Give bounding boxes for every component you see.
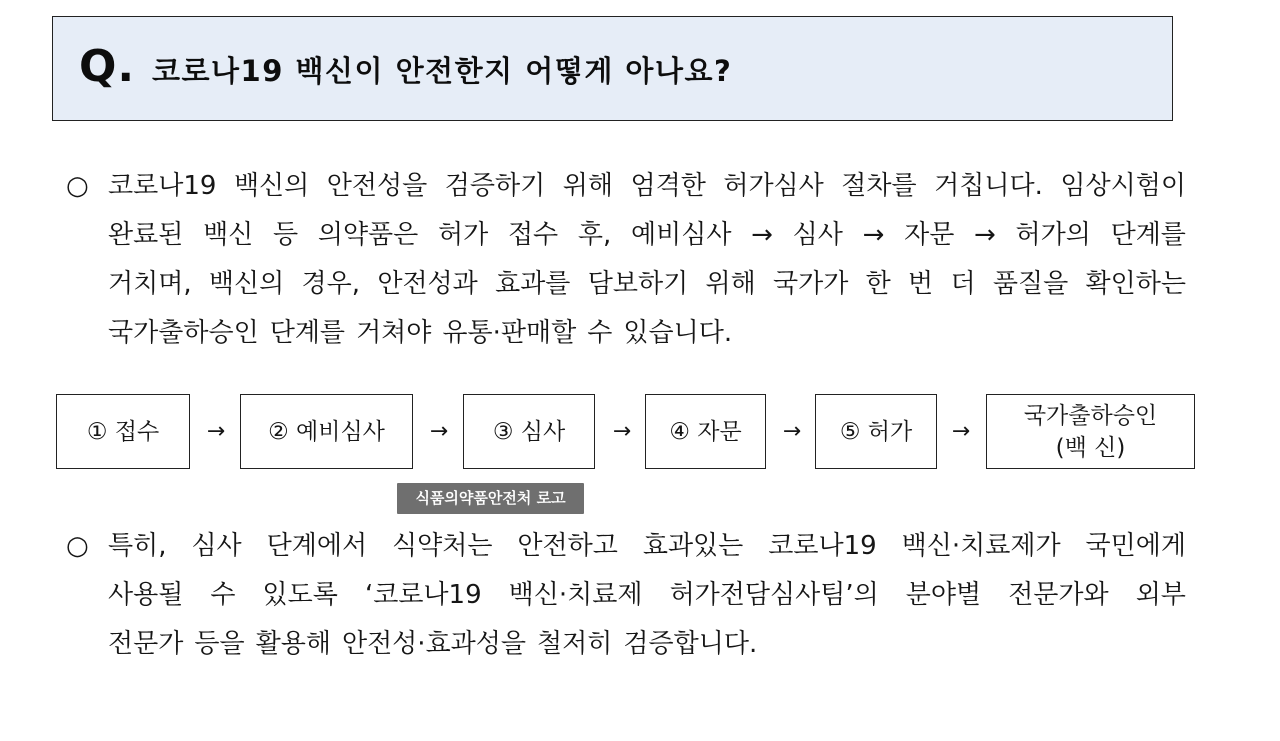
paragraph-word: 거치며, bbox=[108, 269, 192, 299]
image-caption: 식품의약품안전처 로고 bbox=[397, 483, 584, 514]
paragraph-word: 거칩니다. bbox=[934, 171, 1043, 201]
paragraph-word: 더 bbox=[950, 269, 976, 299]
paragraph-1-line bbox=[66, 309, 1186, 358]
flow-arrow: → bbox=[951, 419, 971, 444]
paragraph-2-line bbox=[66, 522, 1186, 571]
paragraph-word: 전문가와 bbox=[1008, 580, 1109, 610]
paragraph-word: → bbox=[751, 220, 773, 250]
flow-step-consultation: ④ 자문 bbox=[645, 394, 766, 469]
paragraph-word: 코로나19 bbox=[768, 531, 877, 561]
paragraph-word: 수 bbox=[210, 580, 236, 610]
flow-arrow: → bbox=[782, 419, 802, 444]
paragraph-word: 백신의 bbox=[233, 171, 310, 201]
flow-arrow: → bbox=[429, 419, 449, 444]
paragraph-word: 완료된 bbox=[108, 220, 184, 250]
flow-step-review: ③ 심사 bbox=[463, 394, 595, 469]
paragraph-word: 자문 bbox=[904, 220, 955, 250]
paragraph-word: 담보하기 bbox=[587, 269, 689, 299]
paragraph-word: 국가가 bbox=[772, 269, 849, 299]
paragraph-word: 국가출하승인 bbox=[108, 318, 259, 348]
paragraph-word: ‘코로나19 bbox=[364, 580, 482, 610]
paragraph-word: 절차를 bbox=[841, 171, 917, 201]
paragraph-word: 활용해 bbox=[255, 629, 331, 659]
paragraph-word: 유통·판매할 bbox=[442, 318, 577, 348]
paragraph-word: 안전성을 bbox=[326, 171, 428, 201]
paragraph-word: 국민에게 bbox=[1085, 531, 1186, 561]
paragraph-word: 후, bbox=[577, 220, 612, 250]
paragraph-word: 있도록 bbox=[262, 580, 338, 610]
paragraph-word: 백신·치료제가 bbox=[901, 531, 1061, 561]
paragraph-word: 경우, bbox=[301, 269, 361, 299]
paragraph-word: → bbox=[862, 220, 885, 250]
paragraph-word: 의약품은 bbox=[317, 220, 419, 250]
paragraph-word: 안전하고 bbox=[517, 531, 618, 561]
paragraph-word: 검증하기 bbox=[444, 171, 546, 201]
paragraph-word: 백신 bbox=[203, 220, 254, 250]
flow-final-step-line-1: 국가출하승인 bbox=[1023, 402, 1158, 429]
paragraph-word: 효과를 bbox=[495, 269, 571, 299]
paragraph-1-line bbox=[66, 211, 1186, 260]
paragraph-word: 백신·치료제 bbox=[508, 580, 643, 610]
paragraph-word: 위해 bbox=[562, 171, 613, 201]
paragraph-word: 등 bbox=[273, 220, 299, 250]
paragraph-2 bbox=[66, 522, 1186, 669]
flow-step-approval: ⑤ 허가 bbox=[815, 394, 937, 469]
paragraph-1-line bbox=[66, 260, 1186, 309]
question-box bbox=[52, 16, 1173, 121]
paragraph-word: 위해 bbox=[705, 269, 756, 299]
question-mark: Q. bbox=[79, 41, 136, 92]
paragraph-word: 엄격한 bbox=[630, 171, 706, 201]
paragraph-word: 임상시험이 bbox=[1060, 171, 1186, 201]
paragraph-word: 허가 bbox=[438, 220, 489, 250]
paragraph-word: 허가전담심사팀’의 bbox=[669, 580, 879, 610]
paragraph-word: 수 bbox=[587, 318, 613, 348]
paragraph-word: 등을 bbox=[194, 629, 245, 659]
paragraph-2-line bbox=[66, 571, 1186, 620]
paragraph-word: 번 bbox=[908, 269, 934, 299]
paragraph-word: 품질을 bbox=[992, 269, 1069, 299]
paragraph-word: 허가심사 bbox=[723, 171, 824, 201]
paragraph-word: 단계를 bbox=[1110, 220, 1186, 250]
approval-flow bbox=[0, 394, 1280, 472]
paragraph-2-line bbox=[66, 620, 1186, 669]
paragraph-word: 거쳐야 bbox=[356, 318, 432, 348]
paragraph-word: 식약처는 bbox=[392, 531, 493, 561]
paragraph-word: 단계에서 bbox=[266, 531, 368, 561]
paragraph-word: 검증합니다. bbox=[623, 629, 758, 659]
paragraph-word: 효과있는 bbox=[642, 531, 744, 561]
paragraph-word: 전문가 bbox=[108, 629, 184, 659]
paragraph-word: 특히, bbox=[108, 531, 167, 561]
paragraph-2-bullet: ○ bbox=[66, 531, 89, 561]
paragraph-1-line bbox=[66, 162, 1186, 211]
paragraph-word: 코로나19 bbox=[108, 171, 217, 201]
paragraph-1-bullet: ○ bbox=[66, 171, 89, 201]
paragraph-1 bbox=[66, 162, 1186, 358]
paragraph-word: 안전성·효과성을 bbox=[341, 629, 527, 659]
flow-step-receipt: ① 접수 bbox=[56, 394, 190, 469]
question-title: 코로나19 백신이 안전한지 어떻게 아나요? bbox=[152, 54, 733, 88]
paragraph-word: 외부 bbox=[1135, 580, 1186, 610]
paragraph-word: 사용될 bbox=[108, 580, 184, 610]
flow-arrow: → bbox=[206, 419, 226, 444]
paragraph-word: 허가의 bbox=[1015, 220, 1091, 250]
paragraph-word: → bbox=[974, 220, 996, 250]
paragraph-word: 안전성과 bbox=[377, 269, 478, 299]
paragraph-word: 철저히 bbox=[537, 629, 613, 659]
paragraph-word: 심사 bbox=[792, 220, 843, 250]
paragraph-word: 분야별 bbox=[905, 580, 982, 610]
flow-arrow: → bbox=[612, 419, 632, 444]
paragraph-word: 단계를 bbox=[269, 318, 346, 348]
flow-final-step-line-2: (백 신) bbox=[1055, 434, 1126, 461]
flow-step-pre-review: ② 예비심사 bbox=[240, 394, 413, 469]
paragraph-word: 예비심사 bbox=[630, 220, 732, 250]
flow-step-national-lot-release bbox=[986, 394, 1195, 469]
paragraph-word: 확인하는 bbox=[1085, 269, 1186, 299]
paragraph-word: 있습니다. bbox=[623, 318, 733, 348]
paragraph-word: 한 bbox=[865, 269, 891, 299]
paragraph-word: 접수 bbox=[507, 220, 559, 250]
paragraph-word: 심사 bbox=[191, 531, 242, 561]
paragraph-word: 백신의 bbox=[208, 269, 285, 299]
